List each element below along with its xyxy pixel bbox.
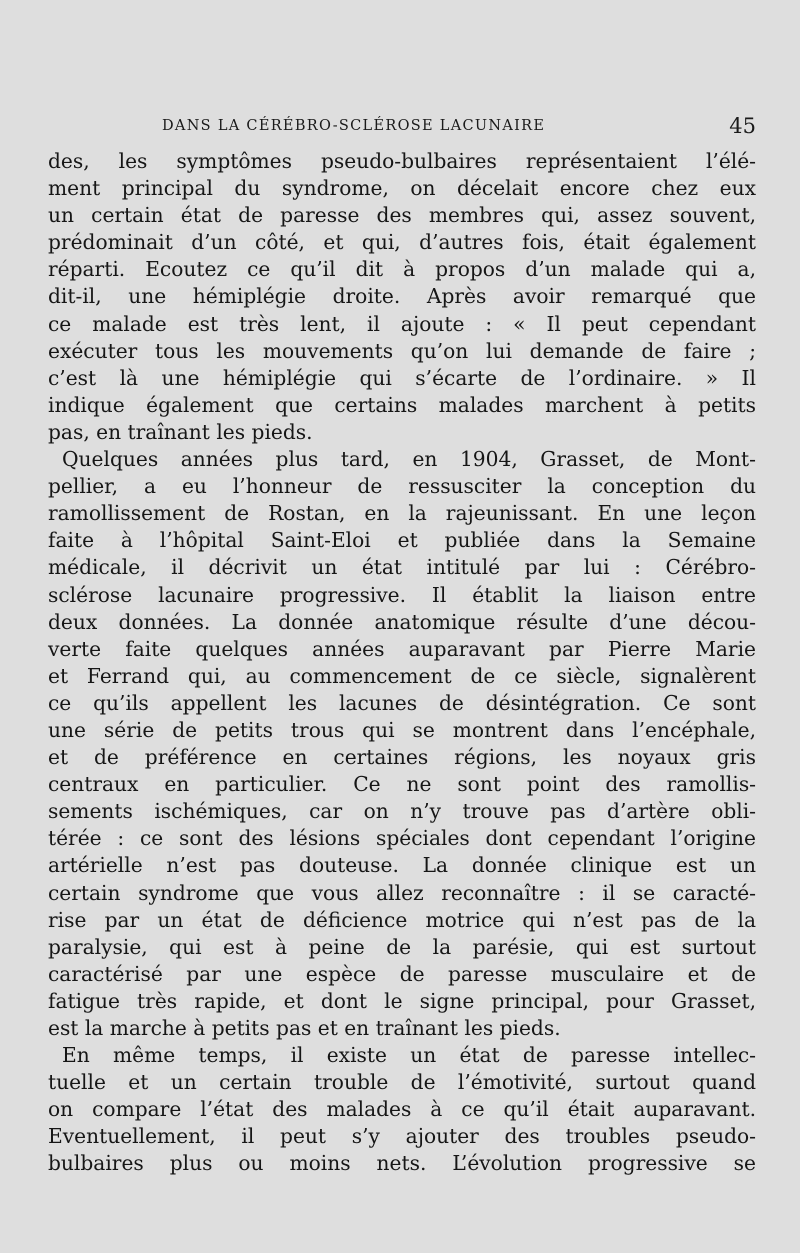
text-line: caractérisé par une espèce de paresse musculaire et de (48, 961, 756, 986)
page-header (48, 114, 756, 146)
text-line: Eventuellement, il peut s’y ajouter des troubles pseudo- (48, 1124, 756, 1149)
text-line: térée : ce sont des lésions spéciales dont cependant l’origine (48, 826, 756, 851)
text-line: ramollissement de Rostan, en la rajeunissant. En une leçon (48, 501, 756, 526)
text-line: centraux en particulier. Ce ne sont point des ramollis- (48, 772, 756, 797)
text-line: artérielle n’est pas douteuse. La donnée clinique est un (48, 853, 756, 878)
text-line: est la marche à petits pas et en traînant les pieds. (48, 1016, 561, 1040)
text-line: tuelle et un certain trouble de l’émotivité, surtout quand (48, 1070, 756, 1095)
text-line: paralysie, qui est à peine de la parésie, qui est surtout (48, 934, 756, 959)
running-head: DANS LA CÉRÉBRO-SCLÉROSE LACUNAIRE (162, 118, 546, 134)
text-line: fatigue très rapide, et dont le signe principal, pour Grasset, (48, 988, 756, 1013)
text-line: sements ischémiques, car on n’y trouve pas d’artère obli- (48, 799, 756, 824)
text-line: un certain état de paresse des membres qui, assez souvent, (48, 203, 756, 228)
text-line: pellier, a eu l’honneur de ressusciter la conception du (48, 474, 756, 499)
text-line: médicale, il décrivit un état intitulé par lui : Cérébro- (48, 555, 756, 580)
text-line: En même temps, il existe un état de paresse intellec- (62, 1043, 756, 1068)
page-number: 45 (729, 114, 756, 138)
text-line: et Ferrand qui, au commencement de ce siècle, signalèrent (48, 663, 756, 688)
body-text (48, 148, 756, 1178)
text-line: ce qu’ils appellent les lacunes de désintégration. Ce sont (48, 690, 756, 715)
text-line: ce malade est très lent, il ajoute : « Il peut cependant (48, 311, 756, 336)
text-line: prédominait d’un côté, et qui, d’autres fois, était également (48, 230, 756, 255)
text-line: et de préférence en certaines régions, les noyaux gris (48, 745, 756, 770)
text-line: pas, en traînant les pieds. (48, 419, 313, 444)
text-line: ment principal du syndrome, on décelait encore chez eux (48, 176, 756, 201)
text-line: on compare l’état des malades à ce qu’il était auparavant. (48, 1097, 756, 1122)
text-line: deux données. La donnée anatomique résulte d’une décou- (48, 609, 756, 634)
text-line: verte faite quelques années auparavant par Pierre Marie (48, 636, 756, 661)
text-line: bulbaires plus ou moins nets. L’évolution progressive se (48, 1151, 756, 1176)
text-line: certain syndrome que vous allez reconnaître : il se caracté- (48, 880, 756, 905)
text-line: faite à l’hôpital Saint-Eloi et publiée dans la Semaine (48, 528, 756, 553)
text-line: des, les symptômes pseudo-bulbaires représentaient l’élé- (48, 149, 756, 173)
text-line: c’est là une hémiplégie qui s’écarte de l’ordinaire. » Il (48, 365, 756, 390)
text-line: réparti. Ecoutez ce qu’il dit à propos d’un malade qui a, (48, 257, 756, 282)
text-line: dit-il, une hémiplégie droite. Après avoir remarqué que (48, 284, 756, 309)
text-line: sclérose lacunaire progressive. Il établit la liaison entre (48, 582, 756, 607)
text-line: indique également que certains malades marchent à petits (48, 392, 756, 417)
text-line: exécuter tous les mouvements qu’on lui demande de faire ; (48, 338, 756, 363)
text-line: rise par un état de déficience motrice qui n’est pas de la (48, 907, 756, 932)
text-line: une série de petits trous qui se montrent dans l’encéphale, (48, 717, 756, 742)
text-line: Quelques années plus tard, en 1904, Grasset, de Mont- (62, 447, 756, 472)
